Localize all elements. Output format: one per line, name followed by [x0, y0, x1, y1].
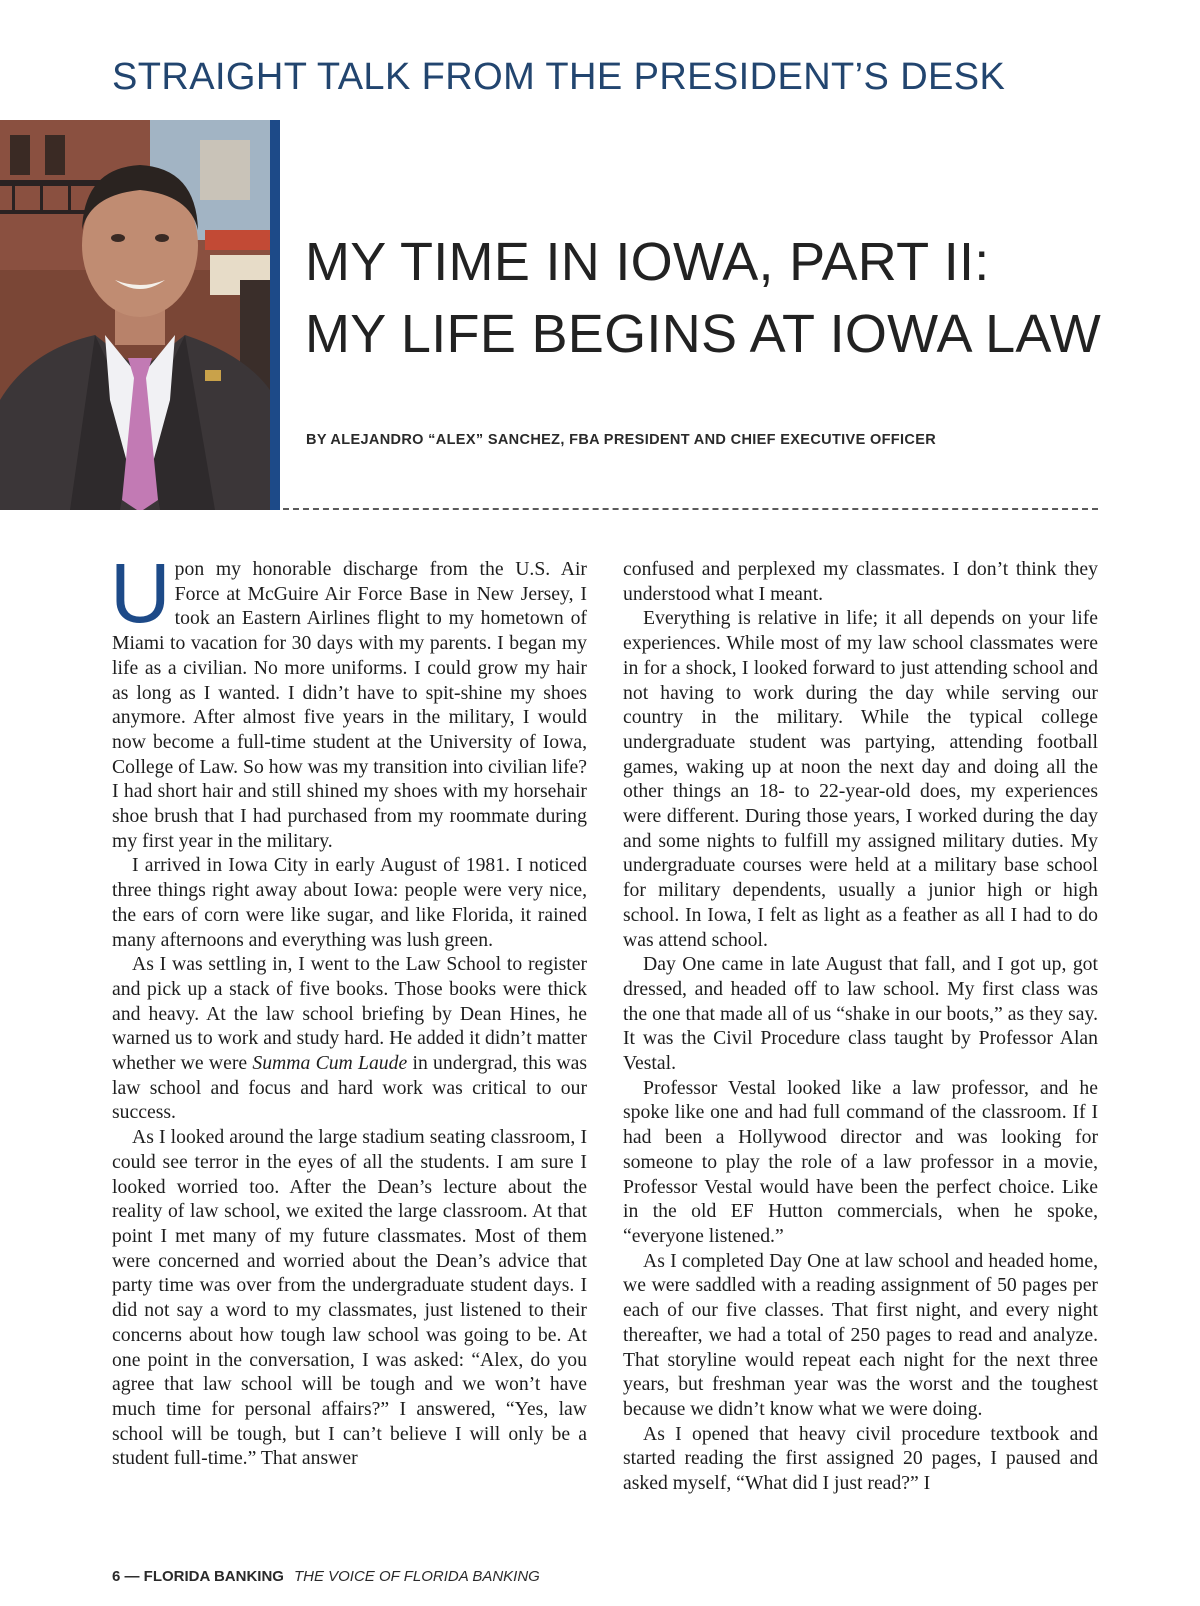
article-title	[305, 226, 1165, 370]
author-photo	[0, 120, 270, 510]
paragraph: Day One came in late August that fall, and I got up, got dressed, and headed off to law school. My first class was the one that made all of us “shake in our boots,” as they say. It was the Civil Procedure class taught by Professor Alan Vestal.	[623, 953, 1098, 1075]
author-portrait-image	[0, 120, 270, 510]
drop-cap: U	[110, 546, 171, 640]
paragraph: As I opened that heavy civil procedure textbook and started reading the first assigned 20 pages, I paused and asked myself, “What did I just read?” I	[623, 1422, 1098, 1495]
article-column-right	[623, 557, 1098, 1496]
byline: BY ALEJANDRO “ALEX” SANCHEZ, FBA PRESIDENT AND CHIEF EXECUTIVE OFFICER	[306, 432, 937, 448]
paragraph: As I was settling in, I went to the Law School to register and pick up a stack of five books. Those books were thick and heavy. At the law school briefing by Dean Hines, he warned us to work and study hard. He added it didn’t matter whether we were Summa Cum Laude in undergrad, this was law school and focus and hard work was critical to our success.	[112, 953, 587, 1124]
paragraph: Upon my honorable discharge from the U.S. Air Force at McGuire Air Force Base in New Jersey, I took an Eastern Airlines flight to my hometown of Miami to vacation for 30 days with my parents. I began my life as a civilian. No more uniforms. I could grow my hair as long as I wanted. I didn’t have to spit-shine my shoes anymore. After almost five years in the military, I would now become a full-time student at the University of Iowa, College of Law. So how was my transition into civilian life? I had short hair and still shined my shoes with my horsehair shoe brush that I had purchased from my roommate during my first year in the military.	[110, 546, 587, 852]
paragraph: Professor Vestal looked like a law professor, and he spoke like one and had full command of the classroom. If I had been a Hollywood director and was looking for someone to play the role of a law professor in a movie, Professor Vestal would have been the perfect choice. Like in the old EF Hutton commercials, when he spoke, “everyone listened.”	[623, 1076, 1098, 1247]
page-footer	[112, 1568, 540, 1585]
paragraph: Everything is relative in life; it all depends on your life experiences. While most of my law school classmates were in for a shock, I looked forward to just attending school and not having to work during the day while serving our country in the military. While the typical college undergraduate student was partying, attending football games, waking up at noon the next day and doing all the other things an 18- to 22-year-old does, my experiences were different. During those years, I worked during the day and some nights to fulfill my assigned military duties. My undergraduate courses were held at a military base school for military dependents, usually a junior high or high school. In Iowa, I felt as light as a feather as all I had to do was attend school.	[623, 607, 1098, 951]
footer-tagline: THE VOICE OF FLORIDA BANKING	[293, 1568, 540, 1585]
paragraph: I arrived in Iowa City in early August of 1981. I noticed three things right away about Iowa: people were very nice, the ears of corn were like sugar, and like Florida, it rained many afternoons and everything was lush green.	[112, 854, 587, 951]
article-title-line-1: MY TIME IN IOWA, PART II:	[305, 232, 990, 292]
footer-page-label: 6 — FLORIDA BANKING	[112, 1568, 284, 1585]
article-title-line-2: MY LIFE BEGINS AT IOWA LAW	[305, 304, 1101, 364]
paragraph: As I looked around the large stadium seating classroom, I could see terror in the eyes of all the students. I am sure I looked worried too. After the Dean’s lecture about the reality of law school, we exited the large classroom. At that point I met many of my future classmates. Most of them were concerned and worried about the Dean’s advice that party time was over from the undergraduate student days. I did not say a word to my classmates, just listened to their concerns about how tough law school was going to be. At one point in the conversation, I was asked: “Alex, do you agree that law school will be tough and we won’t have much time for personal affairs?” I answered, “Yes, law school will be tough, but I can’t believe I will only be a student full-time.” That answer	[112, 1126, 587, 1470]
section-header: STRAIGHT TALK FROM THE PRESIDENT’S DESK	[112, 56, 1006, 98]
paragraph: confused and perplexed my classmates. I don’t think they understood what I meant.	[623, 558, 1098, 605]
paragraph: As I completed Day One at law school and headed home, we were saddled with a reading assignment of 50 pages per each of our five classes. That first night, and every night thereafter, we had a total of 250 pages to read and analyze. That storyline would repeat each night for the next three years, but freshman year was the worst and the toughest because we didn’t know what we were doing.	[623, 1249, 1098, 1420]
italic-phrase: Summa Cum Laude	[252, 1052, 408, 1075]
title-accent-bar	[270, 120, 280, 510]
article-column-left	[110, 546, 587, 1471]
dashed-divider	[283, 508, 1098, 510]
